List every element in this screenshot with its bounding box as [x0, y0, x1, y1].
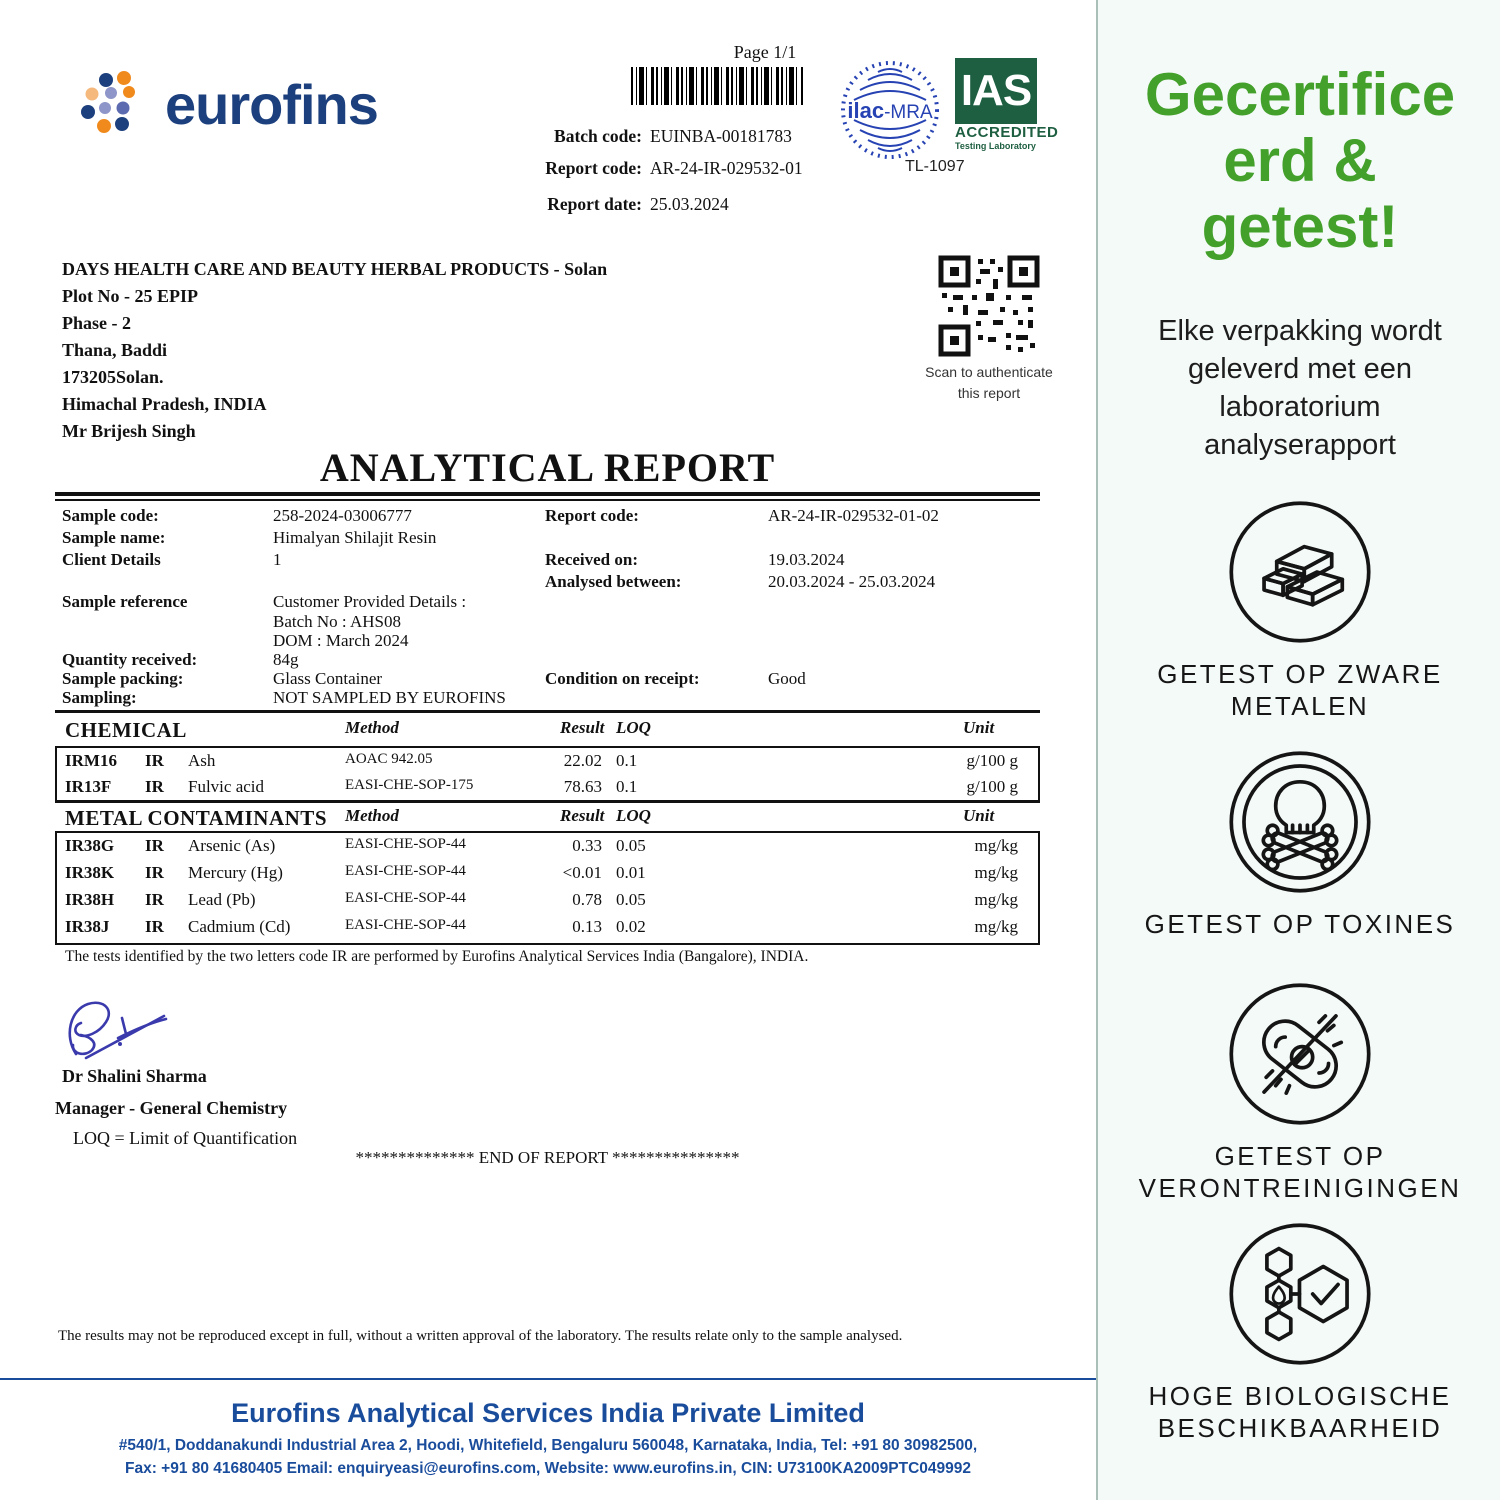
footer-divider: [0, 1378, 1096, 1380]
field-label: Sample name:: [62, 528, 166, 547]
feature-contaminants: [1098, 980, 1500, 1204]
ilac-mra-logo: [838, 58, 942, 167]
table-row: [0, 836, 1096, 860]
feature-toxines: [1098, 748, 1500, 940]
table-row: [0, 917, 1096, 941]
feature-label: [1098, 908, 1500, 940]
skull-crossbones-icon: [1226, 748, 1374, 896]
test-result: 22.02: [563, 751, 602, 770]
test-unit: g/100 g: [966, 777, 1018, 796]
test-result: 0.13: [572, 917, 602, 936]
test-method: EASI-CHE-SOP-44: [345, 890, 466, 906]
signatory-name: Dr Shalini Sharma: [62, 1066, 207, 1086]
field-label: Quantity received:: [62, 650, 198, 669]
test-name: Arsenic (As): [188, 836, 276, 855]
field-value: NOT SAMPLED BY EUROFINS: [273, 688, 506, 707]
test-code: IR38G: [65, 836, 115, 855]
certification-sidebar: [1096, 0, 1500, 1500]
customer-contact: Mr Brijesh Singh: [62, 421, 196, 441]
field-value: 20.03.2024 - 25.03.2024: [768, 572, 936, 591]
customer-line: DAYS HEALTH CARE AND BEAUTY HERBAL PRODUCTS - Solan: [62, 259, 608, 279]
feature-label: [1098, 658, 1500, 722]
feature-bioavailability: [1098, 1220, 1500, 1444]
test-unit: mg/kg: [974, 863, 1018, 882]
section-divider: [55, 710, 1040, 713]
test-method: AOAC 942.05: [345, 751, 433, 767]
test-loq: 0.05: [616, 890, 646, 909]
ias-logo: [955, 58, 1058, 151]
field-value: 19.03.2024: [768, 550, 845, 569]
field-label: Sampling:: [62, 688, 137, 707]
test-code: IR38H: [65, 890, 115, 909]
test-loq: 0.1: [616, 751, 638, 770]
field-value: 84g: [273, 650, 299, 669]
ias-accredited-label: ACCREDITED: [955, 124, 1059, 141]
report-code-row: [540, 158, 803, 179]
sidebar-title-line: Gecertifice: [1144, 61, 1456, 128]
field-label: Sample packing:: [62, 669, 184, 688]
test-name: Mercury (Hg): [188, 863, 283, 882]
ir-tests-note: The tests identified by the two letters code IR are performed by Eurofins Analytical Services India (Bangalore), INDIA.: [65, 948, 809, 965]
table-row: [0, 890, 1096, 914]
page-number: Page 1/1: [733, 42, 797, 62]
loq-definition: LOQ = Limit of Quantification: [73, 1128, 298, 1148]
qr-code-icon: [938, 255, 1040, 357]
sidebar-title-line: getest!: [1201, 193, 1399, 260]
ias-logo-box: IAS: [955, 58, 1037, 124]
feature-label-line: METALEN: [1230, 691, 1370, 721]
col-unit: Unit: [963, 718, 995, 737]
col-loq: LOQ: [616, 718, 651, 737]
col-unit: Unit: [963, 806, 995, 825]
field-label: Condition on receipt:: [545, 669, 700, 688]
section-title: CHEMICAL: [65, 718, 187, 742]
barcode: [631, 67, 803, 105]
ias-testing-laboratory-label: Testing Laboratory: [955, 141, 1036, 151]
sidebar-title: [1098, 62, 1500, 260]
col-loq: LOQ: [616, 806, 651, 825]
feature-label: [1098, 1380, 1500, 1444]
test-code: IR38J: [65, 917, 110, 936]
molecule-check-icon: [1226, 1220, 1374, 1368]
footer-address-line2: Fax: +91 80 41680405 Email: enquiryeasi@eurofins.com, Website: www.eurofins.in, CIN: U73100KA2009PTC049992: [124, 1460, 971, 1477]
test-code: IR38K: [65, 863, 115, 882]
test-code: IRM16: [65, 751, 117, 770]
test-unit: g/100 g: [966, 751, 1018, 770]
section-divider: [55, 801, 1040, 803]
feature-label-line: GETEST OP TOXINES: [1144, 909, 1456, 939]
test-code: IR13F: [65, 777, 112, 796]
test-method: EASI-CHE-SOP-44: [345, 917, 466, 933]
footer-address-line1: #540/1, Doddanakundi Industrial Area 2, Hoodi, Whitefield, Bengaluru 560048, Karnataka, India, Tel: +91 80 30982500,: [118, 1437, 978, 1454]
field-value: Batch No : AHS08: [273, 612, 401, 631]
customer-line: Himachal Pradesh, INDIA: [62, 394, 267, 414]
test-ir: IR: [145, 917, 164, 936]
field-value: Customer Provided Details :: [273, 592, 467, 611]
test-loq: 0.1: [616, 777, 638, 796]
test-unit: mg/kg: [974, 917, 1018, 936]
qr-code: [925, 255, 1054, 404]
chemical-header-row: [0, 718, 1096, 742]
field-value: 258-2024-03006777: [273, 506, 412, 525]
table-row: [0, 751, 1096, 775]
field-value: DOM : March 2024: [273, 631, 409, 650]
signature-icon: [60, 992, 240, 1070]
report-main-title: ANALYTICAL REPORT: [319, 445, 776, 490]
feature-label-line: GETEST OP: [1214, 1141, 1386, 1171]
sidebar-subtitle-line: analyserapport: [1204, 429, 1396, 461]
batch-code-value: EUINBA-00181783: [650, 126, 792, 146]
no-germs-icon: [1226, 980, 1374, 1128]
test-name: Lead (Pb): [188, 890, 256, 909]
customer-line: Plot No - 25 EPIP: [62, 286, 198, 306]
feature-label-line: HOGE BIOLOGISCHE: [1148, 1381, 1452, 1411]
test-result: 78.63: [563, 777, 602, 796]
report-date-row: [540, 194, 729, 215]
field-value: AR-24-IR-029532-01-02: [768, 506, 939, 525]
svg-text:ilac-MRA: ilac-MRA: [847, 98, 933, 123]
sidebar-subtitle-line: Elke verpakking wordt: [1158, 315, 1442, 347]
batch-code-row: [540, 126, 792, 147]
customer-line: Thana, Baddi: [62, 340, 168, 360]
test-name: Cadmium (Cd): [188, 917, 291, 936]
test-name: Fulvic acid: [188, 777, 265, 796]
field-label: Sample code:: [62, 506, 159, 525]
feature-heavy-metals: [1098, 498, 1500, 722]
qr-caption-line2: this report: [957, 385, 1021, 401]
test-result: 0.78: [572, 890, 602, 909]
test-method: EASI-CHE-SOP-44: [345, 836, 466, 852]
col-result: Result: [560, 806, 605, 825]
field-label: Sample reference: [62, 592, 188, 611]
test-loq: 0.01: [616, 863, 646, 882]
ilac-mra-globe-icon: [838, 58, 942, 162]
test-unit: mg/kg: [974, 836, 1018, 855]
feature-label-line: GETEST OP ZWARE: [1157, 659, 1443, 689]
field-value: 1: [273, 550, 282, 569]
test-result: <0.01: [562, 863, 602, 882]
customer-line: Phase - 2: [62, 313, 131, 333]
section-title: METAL CONTAMINANTS: [65, 806, 327, 830]
eurofins-logo-mark-icon: [80, 70, 155, 142]
field-label: Client Details: [62, 550, 161, 569]
metal-ingots-icon: [1226, 498, 1374, 646]
report-code-label: Report code:: [545, 158, 642, 178]
metals-header-row: [0, 806, 1096, 830]
field-value: Good: [768, 669, 806, 688]
feature-label: [1098, 1140, 1500, 1204]
test-ir: IR: [145, 777, 164, 796]
field-label: Report code:: [545, 506, 639, 525]
batch-code-label: Batch code:: [554, 126, 642, 146]
test-name: Ash: [188, 751, 216, 770]
feature-label-line: BESCHIKBAARHEID: [1157, 1413, 1443, 1443]
end-of-report: ************** END OF REPORT ***************: [355, 1148, 740, 1167]
sidebar-subtitle-line: geleverd met een: [1187, 353, 1413, 385]
test-loq: 0.05: [616, 836, 646, 855]
test-ir: IR: [145, 751, 164, 770]
test-ir: IR: [145, 890, 164, 909]
test-ir: IR: [145, 863, 164, 882]
report-code-value: AR-24-IR-029532-01: [650, 158, 803, 178]
qr-caption-line1: Scan to authenticate: [925, 364, 1053, 380]
test-ir: IR: [145, 836, 164, 855]
title-divider: [55, 492, 1040, 501]
col-result: Result: [560, 718, 605, 737]
report-date-label: Report date:: [547, 194, 642, 214]
test-method: EASI-CHE-SOP-44: [345, 863, 466, 879]
sidebar-title-line: erd &: [1223, 127, 1377, 194]
test-loq: 0.02: [616, 917, 646, 936]
sidebar-subtitle: [1098, 312, 1500, 464]
tl-number: TL-1097: [905, 158, 965, 175]
test-unit: mg/kg: [974, 890, 1018, 909]
test-method: EASI-CHE-SOP-175: [345, 777, 474, 793]
sidebar-subtitle-line: laboratorium: [1219, 391, 1381, 423]
signatory-title: Manager - General Chemistry: [55, 1098, 288, 1118]
report-date-value: 25.03.2024: [650, 194, 729, 214]
test-result: 0.33: [572, 836, 602, 855]
table-row: [0, 777, 1096, 801]
disclaimer: The results may not be reproduced except in full, without a written approval of the laboratory. The results relate only to the sample analysed.: [58, 1328, 903, 1344]
feature-label-line: VERONTREINIGINGEN: [1138, 1173, 1462, 1203]
field-label: Received on:: [545, 550, 639, 569]
col-method: Method: [345, 806, 399, 825]
customer-address: [62, 256, 607, 418]
eurofins-logo-text: eurofins: [165, 73, 378, 136]
footer-company-name: Eurofins Analytical Services India Private Limited: [231, 1398, 865, 1428]
eurofins-logo: [80, 70, 155, 147]
field-label: Analysed between:: [545, 572, 682, 591]
customer-line: 173205Solan.: [62, 367, 164, 387]
signature: [60, 992, 240, 1075]
field-value: Himalyan Shilajit Resin: [273, 528, 437, 547]
col-method: Method: [345, 718, 399, 737]
table-row: [0, 863, 1096, 887]
field-value: Glass Container: [273, 669, 383, 688]
